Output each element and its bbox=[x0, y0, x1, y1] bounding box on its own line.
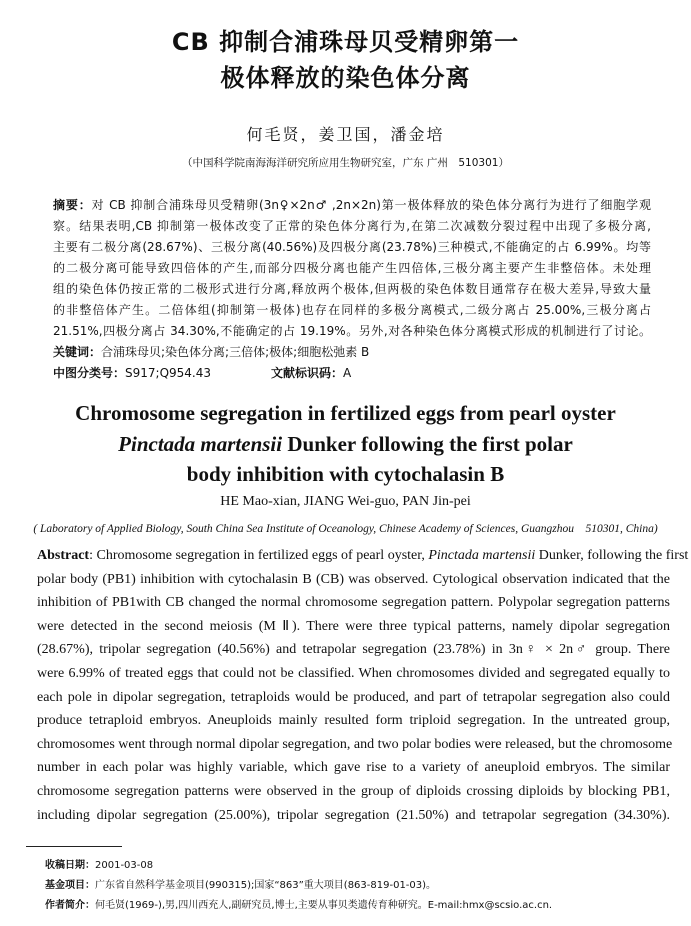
cn-authors: 何毛贤，姜卫国，潘金培 bbox=[246, 125, 445, 144]
en-affiliation: ( Laboratory of Applied Biology, South China Sea Institute of Oceanology, Chinese Academy of Sciences, Guangzhou 510301, China) bbox=[33, 523, 658, 535]
en-title bbox=[0, 398, 691, 490]
doc-code-label: 文献标识码： bbox=[271, 366, 344, 380]
cn-title-line-1: CB 抑制合浦珠母贝受精卵第一 bbox=[171, 28, 520, 56]
footnote-divider bbox=[26, 846, 122, 847]
en-abstract-line: chromosomes went through normal dipolar segregation, and two polar bodies were released, but the chromosome bbox=[37, 736, 673, 752]
doc-code-value: A bbox=[343, 366, 352, 380]
class-label: 中图分类号： bbox=[53, 366, 126, 380]
cn-keywords bbox=[53, 342, 651, 363]
en-abstract-line: polar body (PB1) inhibition with cytochalasin B (CB) was observed. Cytological observation indicated that the bbox=[37, 571, 670, 587]
footnote-label: 作者简介： bbox=[45, 900, 95, 911]
cn-classification bbox=[53, 363, 651, 384]
cn-abstract-line bbox=[53, 195, 651, 216]
cn-affiliation: （中国科学院南海海洋研究所应用生物研究室，广东 广州 510301） bbox=[182, 157, 509, 169]
cn-abstract-line: 的二极分离可能导致四倍体的产生,而部分四极分离也能产生四倍体,三极分离主要产生非整倍体。未处理 bbox=[53, 261, 651, 275]
en-abstract-label: Abstract bbox=[37, 548, 90, 563]
footnote-text: 何毛贤(1969-),男,四川西充人,副研究员,博士,主要从事贝类遗传育种研究。E-mail:hmx@scsio.ac.cn. bbox=[95, 900, 553, 911]
en-abstract-line: each pole in dipolar segregation, tetraploids would be produced, and part of tetrapolar segregation also could bbox=[37, 689, 670, 705]
footnote-text: 2001-03-08 bbox=[95, 860, 154, 871]
en-abstract-line: chromosome segregation patterns were observed in the group of diploids crossing diploids by blocking PB1, bbox=[37, 783, 670, 799]
cn-title-line-2: 极体释放的染色体分离 bbox=[220, 64, 471, 92]
cn-abstract-line: 21.51%,四极分离占 34.30%,不能确定的占 19.19%。另外,对各种染色体分离模式形成的机制进行了讨论。 bbox=[53, 324, 651, 338]
cn-abstract-text: 对 CB 抑制合浦珠母贝受精卵(3n♀×2n♂ ,2n×2n)第一极体释放的染色体分离行为进行了细胞学观 bbox=[91, 198, 651, 212]
cn-abstract-line: 主要有二极分离(28.67%)、三极分离(40.56%)及四极分离(23.78%)三种模式,不能确定的占 6.99%。均等 bbox=[53, 240, 651, 254]
en-abstract-text: : Chromosome segregation in fertilized eggs of pearl oyster, bbox=[89, 548, 429, 563]
species-name: Pinctada martensii bbox=[118, 431, 283, 456]
footnotes bbox=[45, 856, 552, 916]
en-title-line-2 bbox=[0, 429, 691, 460]
footnote-text: 广东省自然科学基金项目(990315);国家“863”重大项目(863-819-01-03)。 bbox=[95, 880, 437, 891]
en-abstract-line: inhibition of PB1with CB changed the normal chromosome segregation pattern. Polypolar segregation patterns bbox=[37, 595, 670, 611]
keywords-value: 合浦珠母贝;染色体分离;三倍体;极体;细胞松弛素 B bbox=[101, 345, 370, 359]
cn-abstract-line: 察。结果表明,CB 抑制第一极体改变了正常的染色体分离行为,在第二次减数分裂过程中出现了多极分离, bbox=[53, 219, 651, 233]
cn-abstract-line: 的非整倍体产生。二倍体组(抑制第一极体)也存在同样的多极分离模式,二级分离占 25.00%,三极分离占 bbox=[53, 303, 651, 317]
en-title-line-1: Chromosome segregation in fertilized eggs from pearl oyster bbox=[75, 401, 616, 425]
class-value: S917;Q954.43 bbox=[125, 366, 212, 380]
en-abstract-text: Dunker, following the first bbox=[535, 548, 689, 563]
en-title-line-3: body inhibition with cytochalasin B bbox=[186, 462, 505, 486]
en-abstract bbox=[37, 544, 689, 827]
footnote-label: 收稿日期： bbox=[45, 860, 95, 871]
footnote-funding bbox=[45, 876, 552, 896]
en-abstract-line: produce tetraploid embryos. Aneuploids mainly resulted form triploid segregation. In the untreated group, bbox=[37, 713, 670, 729]
cn-abstract-label: 摘要： bbox=[53, 198, 92, 212]
en-abstract-line: (28.67%), tripolar segregation (40.56%) and tetrapolar segregation (23.78%) in 3n♀ × 2n♂ group. There bbox=[37, 642, 670, 658]
en-abstract-line: were 6.99% of treated eggs that could not be classified. When chromosomes divided and segregated equally to bbox=[37, 665, 670, 681]
en-abstract-line: were detected in the second meiosis (M Ⅱ). There were three typical patterns, namely dipolar segregation bbox=[37, 618, 670, 634]
cn-abstract-line: 组的染色体仍按正常的二极形式进行分离,释放两个极体,但两极的染色体数目通常存在极大差异,导致大量 bbox=[53, 282, 651, 296]
en-authors: HE Mao-xian, JIANG Wei-guo, PAN Jin-pei bbox=[220, 494, 471, 509]
footnote-received bbox=[45, 856, 552, 876]
keywords-label: 关键词： bbox=[53, 345, 102, 359]
en-abstract-line bbox=[37, 544, 689, 568]
footnote-author-bio bbox=[45, 896, 552, 916]
en-abstract-line: including dipolar segregation (25.00%), tripolar segregation (21.50%) and tetrapolar segregation (34.30%). bbox=[37, 807, 670, 823]
footnote-label: 基金项目： bbox=[45, 880, 95, 891]
cn-abstract bbox=[53, 195, 651, 384]
en-title-rest: Dunker following the first polar bbox=[282, 431, 573, 456]
en-abstract-line: number in each polar was highly variable, which gave rise to a variety of aneuploid embryos. The similar bbox=[37, 760, 670, 776]
species-name: Pinctada martensii bbox=[428, 548, 536, 563]
